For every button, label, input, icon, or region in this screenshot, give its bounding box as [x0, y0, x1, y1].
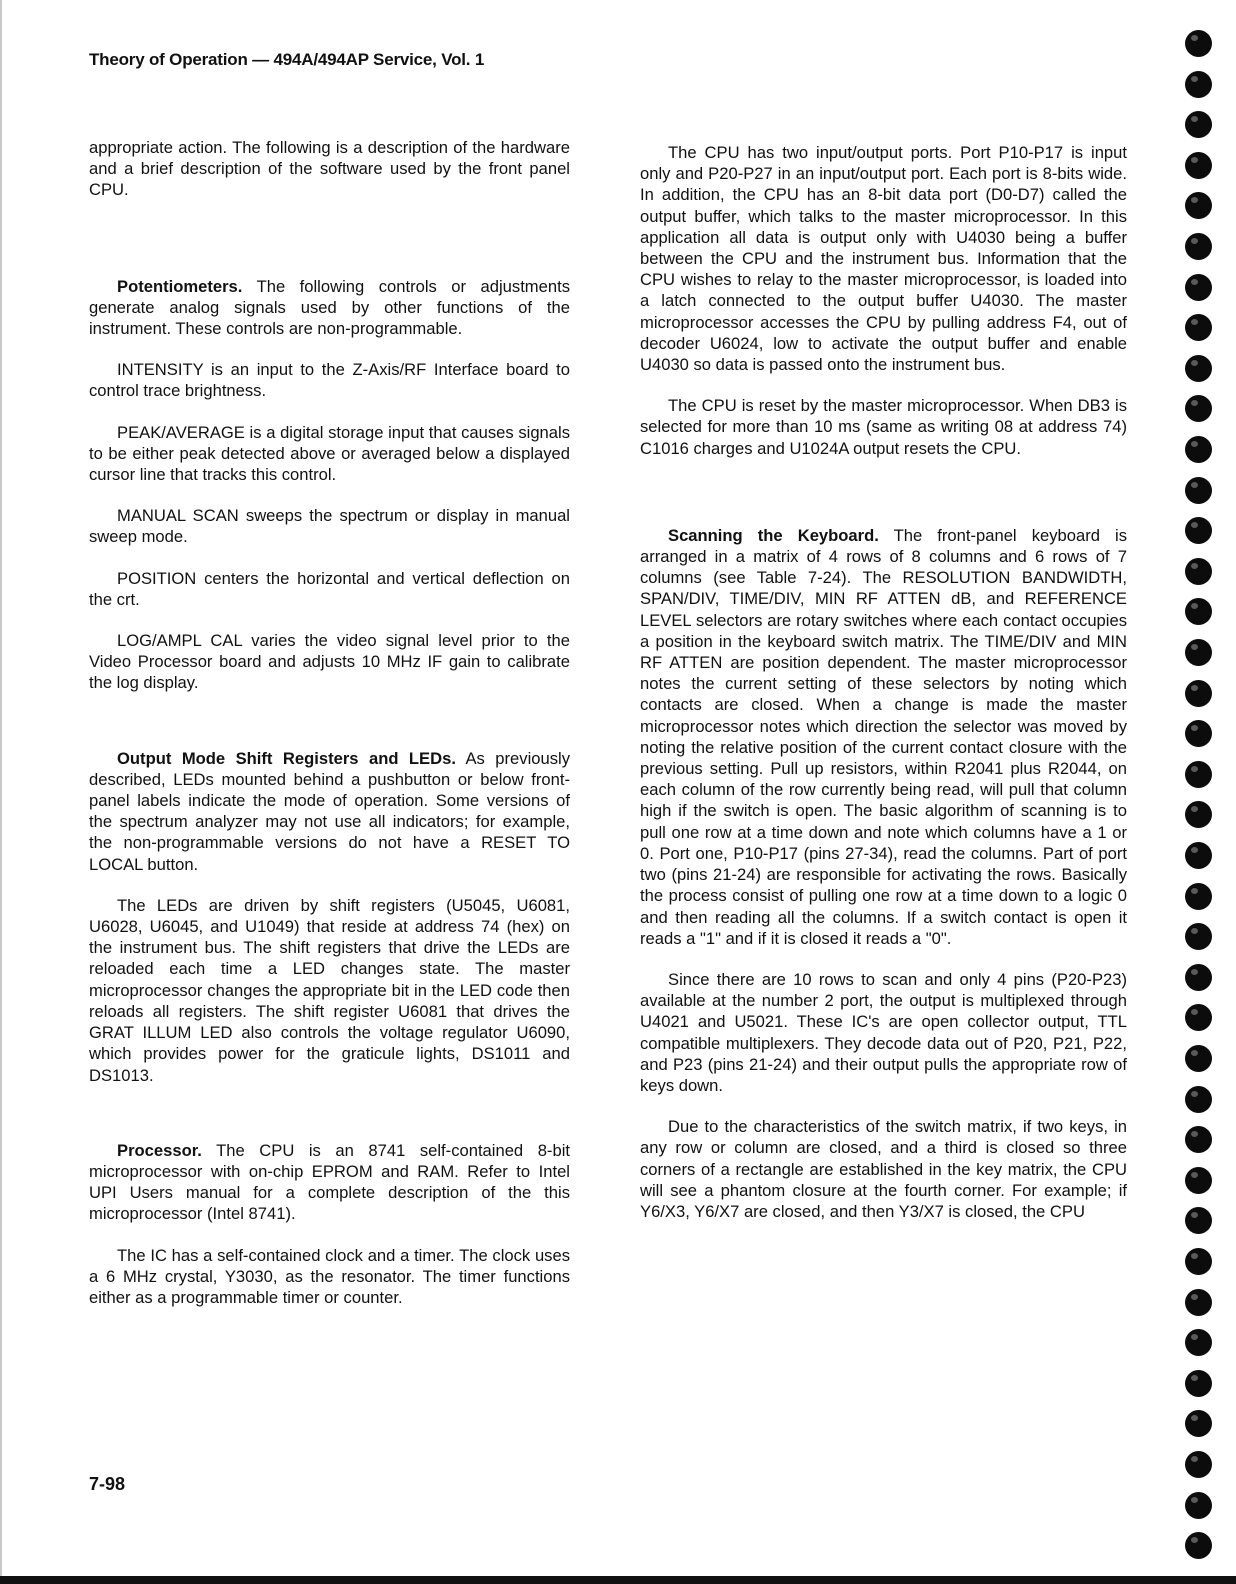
multiplex-paragraph: Since there are 10 rows to scan and only 4 pins (P20-P23) available at the number 2 port, the output is multiplexed through U4021 and U5021. These IC's are open collector output, TTL compatible multiplexers. They decode data out of P20, P21, P22, and P23 (pins 21-24) and their output pulls the appropriate row of keys down.: [640, 969, 1127, 1095]
punch-hole: [1185, 355, 1212, 382]
punch-hole: [1185, 314, 1212, 341]
punch-hole: [1185, 842, 1212, 869]
punch-hole: [1185, 233, 1212, 260]
punch-hole: [1185, 1207, 1212, 1234]
punch-hole: [1185, 680, 1212, 707]
punch-hole: [1185, 923, 1212, 950]
ports-paragraph: The CPU has two input/output ports. Port P10-P17 is input only and P20-P27 in an input/output port. Each port is 8-bits wide. In addition, the CPU has an 8-bit data port (D0-D7) called the output buffer, which talks to the master microprocessor. In this application all data is output only with U4030 being a buffer between the CPU and the instrument bus. Information that the CPU wishes to relay to the master microprocessor, is loaded into a latch connected to the output buffer U4030. The master microprocessor accesses the CPU by pulling address F4, out of decoder U6024, low to activate the output buffer and enable U4030 so data is passed onto the instrument bus.: [640, 143, 1127, 375]
potentiometers-heading: Potentiometers.: [117, 276, 243, 296]
punch-hole: [1185, 964, 1212, 991]
output-mode-heading: Output Mode Shift Registers and LEDs.: [117, 748, 456, 768]
left-column: [89, 137, 570, 1308]
processor-paragraph: [89, 1140, 570, 1225]
punch-hole: [1185, 477, 1212, 504]
scanning-paragraph: [640, 525, 1127, 949]
page-number: 7-98: [89, 1474, 126, 1494]
punch-hole: [1185, 30, 1212, 57]
punch-hole: [1185, 1086, 1212, 1113]
position-paragraph: POSITION centers the horizontal and vertical deflection on the crt.: [89, 568, 570, 609]
binder-punch-holes: [1182, 30, 1218, 1570]
punch-hole: [1185, 720, 1212, 747]
phantom-closure-paragraph: Due to the characteristics of the switch matrix, if two keys, in any row or column are closed, and a third is closed so three corners of a rectangle are established in the key matrix, the CPU will see a phantom closure at the fourth corner. For example; if Y6/X3, Y6/X7 are closed, and then Y3/X7 is closed, the CPU: [640, 1117, 1127, 1221]
punch-hole: [1185, 517, 1212, 544]
punch-hole: [1185, 1451, 1212, 1478]
punch-hole: [1185, 1167, 1212, 1194]
punch-hole: [1185, 1045, 1212, 1072]
punch-hole: [1185, 436, 1212, 463]
output-mode-text: As previously described, LEDs mounted behind a pushbutton or below front-panel labels indicate the mode of operation. Some versions of the spectrum analyzer may not use all indicators; for example, the non-programmable versions do not have a RESET TO LOCAL button.: [89, 748, 571, 874]
processor-heading: Processor.: [117, 1140, 202, 1160]
punch-hole: [1185, 1492, 1212, 1519]
punch-hole: [1185, 1289, 1212, 1316]
potentiometers-paragraph: [89, 276, 570, 340]
punch-hole: [1185, 1329, 1212, 1356]
peak-average-paragraph: PEAK/AVERAGE is a digital storage input that causes signals to be either peak detected above or averaged below a displayed cursor line that tracks this control.: [89, 422, 570, 485]
punch-hole: [1185, 1248, 1212, 1275]
punch-hole: [1185, 558, 1212, 585]
processor-text: The CPU is an 8741 self-contained 8-bit microprocessor with on-chip EPROM and RAM. Refer to Intel UPI Users manual for a complete description of the this microprocessor (Intel 8741).: [89, 1140, 570, 1224]
running-header: Theory of Operation — 494A/494AP Service, Vol. 1: [89, 50, 485, 69]
punch-hole: [1185, 761, 1212, 788]
punch-hole: [1185, 1004, 1212, 1031]
scan-edge: [0, 0, 2, 1584]
punch-hole: [1185, 1370, 1212, 1397]
intensity-paragraph: INTENSITY is an input to the Z-Axis/RF Interface board to control trace brightness.: [89, 360, 570, 401]
reset-paragraph: The CPU is reset by the master microprocessor. When DB3 is selected for more than 10 ms (same as writing 08 at address 74) C1016 charges and U1024A output resets the CPU.: [640, 396, 1127, 458]
punch-hole: [1185, 192, 1212, 219]
scanning-heading: Scanning the Keyboard.: [668, 525, 879, 545]
punch-hole: [1185, 801, 1212, 828]
manual-scan-paragraph: MANUAL SCAN sweeps the spectrum or display in manual sweep mode.: [89, 506, 570, 547]
scanning-text: The front-panel keyboard is arranged in a matrix of 4 rows of 8 columns and 6 rows of 7 columns (see Table 7-24). The RESOLUTION BANDWIDTH, SPAN/DIV, TIME/DIV, MIN RF ATTEN dB, and REFERENCE LEVEL selectors are rotary switches where each contact occupies a position in the keyboard switch matrix. The TIME/DIV and MIN RF ATTEN are position dependent. The master microprocessor notes the current setting of these selectors by noting which contacts are closed. When a change is made the master microprocessor notes which direction the selector was moved by noting the relative position of the current contact closure with the previous setting. Pull up resistors, within R2041 plus R2044, on each column of the row currently being read, will pull that column high if the switch is open. The basic algorithm of scanning is to pull one row at a time down and note which columns have a 1 or 0. Port one, P10-P17 (pins 27-34), read the columns. Part of port two (pins 21-24) are responsible for activating the rows. Basically the process consist of pulling one row at a time down to a logic 0 and then reading all the columns. If a switch contact is open it reads a "1" and if it is closed it reads a "0".: [640, 525, 1128, 948]
punch-hole: [1185, 598, 1212, 625]
potentiometers-text: The following controls or adjustments generate analog signals used by other functions of the instrument. These controls are non-programmable.: [89, 276, 570, 339]
punch-hole: [1185, 71, 1212, 98]
punch-hole: [1185, 152, 1212, 179]
clock-timer-paragraph: The IC has a self-contained clock and a timer. The clock uses a 6 MHz crystal, Y3030, as the resonator. The timer functions either as a programmable timer or counter.: [89, 1245, 570, 1307]
punch-hole: [1185, 395, 1212, 422]
punch-hole: [1185, 1410, 1212, 1437]
punch-hole: [1185, 1532, 1212, 1559]
log-ampl-cal-paragraph: LOG/AMPL CAL varies the video signal level prior to the Video Processor board and adjusts 10 MHz IF gain to calibrate the log display.: [89, 631, 570, 693]
punch-hole: [1185, 639, 1212, 666]
right-column: [640, 142, 1127, 1222]
punch-hole: [1185, 883, 1212, 910]
punch-hole: [1185, 274, 1212, 301]
output-mode-paragraph: [89, 748, 570, 875]
punch-hole: [1185, 1126, 1212, 1153]
punch-hole: [1185, 111, 1212, 138]
bottom-edge-bar: [0, 1576, 1236, 1584]
intro-paragraph: appropriate action. The following is a description of the hardware and a brief description of the software used by the front panel CPU.: [89, 138, 570, 200]
led-shift-register-paragraph: The LEDs are driven by shift registers (U5045, U6081, U6028, U6045, and U1049) that reside at address 74 (hex) on the instrument bus. The shift registers that drive the LEDs are reloaded each time a LED changes state. The master microprocessor changes the appropriate bit in the LED code then reloads all registers. The shift register U6081 that drives the GRAT ILLUM LED also controls the voltage regulator U6090, which provides power for the graticule lights, DS1011 and DS1013.: [89, 895, 570, 1085]
